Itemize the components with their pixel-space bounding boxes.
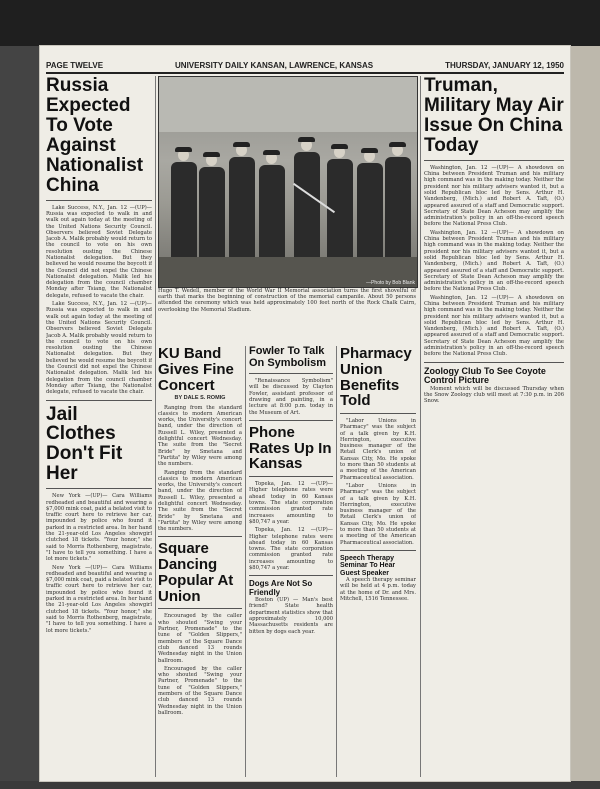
headline-square-dancing: Square Dancing Popular At Union (158, 540, 234, 605)
story-fowler-body: "Renaissance Symbolism" will be discussed by Clayton Fowler, assistant professor of drawing and painting, in a lecture at 8:00 p.m. today in the Museum of Art. (249, 378, 333, 416)
column-fowler (249, 346, 333, 776)
divider (340, 550, 416, 551)
photo-person (294, 152, 320, 257)
column-right (424, 76, 564, 776)
headline-phone-rates: Phone Rates Up In Kansas (249, 423, 332, 473)
photo-person (171, 162, 197, 257)
photo-caption: Hugo T. Wedell, member of the World War II Memorial association turns the first shovelful of earth that marks the beginning of construction of the memorial campanile. About 50 persons attended the ceremony which was held approximately 100 feet north of the Rock Chalk Cairn, overlooking the Memorial Stadium. (158, 288, 416, 313)
divider (249, 476, 333, 477)
photo-person (357, 163, 383, 257)
photo-credit: —Photo by Bob Blank (366, 280, 415, 286)
headline-jail-clothes: Jail Clothes Don't Fit Her (46, 403, 123, 485)
column-band (158, 346, 242, 776)
story-band-body: Ranging from the standard classics to modern American works, the University's concert band, under the direction of Russell L. Wiley, presented a delightful concert Wednesday. The suite from the "Secret Bride" by Smetana and "Partita" by Wiley were among the numbers. (158, 404, 242, 468)
photo-person (385, 157, 411, 257)
groundbreaking-photo (158, 76, 418, 288)
story-phone-body: Topeka, Jan. 12 —(UP)— Higher telephone rates were ahead today in 60 Kansas towns. The state corporation commission granted rate increases amounting to $80,747 a year. (249, 481, 333, 525)
column-left (46, 76, 152, 776)
story-russia-body: Lake Success, N.Y., Jan. 12 —(UP)— Russia was expected to walk in and walk out again today at the meeting of the United Nations Security Council. Observers believed Soviet Delegate Jacob A. Malik probably would return to the council to vote on his own resolution ousting the Chinese Nationalist delegation. But they believed he would resume the boycott if the Council did not expel the Chinese Nationalist delegation. Malik led his delegation from the council chamber Monday after Tsiang, the Nationalist delegate, refused to vacate the chair. (46, 204, 152, 299)
story-dance-body-filler: Encouraged by the caller who shouted "Swing your Partner, Promenade" to the tune of "Golden Slippers," members of the Square Dance club danced 13 rounds Wednesday night in the Union ballroom. (158, 665, 242, 716)
divider (158, 608, 242, 609)
divider (249, 373, 333, 374)
headline-pharmacy: Pharmacy Union Benefits Told (340, 346, 412, 410)
column-separator (155, 76, 156, 777)
divider (424, 160, 564, 161)
newspaper-page (40, 46, 570, 781)
photo-sky (159, 77, 417, 132)
photo-person (229, 157, 255, 257)
divider (158, 536, 242, 537)
scan-border-left (0, 46, 40, 789)
story-russia-body-filler: Lake Success, N.Y., Jan. 12 —(UP)— Russia was expected to walk in and walk out again today at the meeting of the United Nations Security Council. Observers believed Soviet Delegate Jacob A. Malik probably would return to the council to vote on his own resolution ousting the Chinese Nationalist delegation. But they believed he would resume the boycott if the Council did not expel the Chinese Nationalist delegation. Malik led his delegation from the council chamber Monday after Tsiang, the Nationalist delegate, refused to vacate the chair. (46, 301, 152, 396)
photo-person (199, 167, 225, 257)
photo-person (259, 165, 285, 257)
story-phone-body-filler: Topeka, Jan. 12 —(UP)— Higher telephone rates were ahead today in 60 Kansas towns. The state corporation commission granted rate increases amounting to $80,747 a year. (249, 527, 333, 571)
headline-russia: Russia Expected To Vote Against Nationalist China (46, 76, 144, 196)
story-speech-body: A speech therapy seminar will be held at 4 p.m. today at the home of Dr. and Mrs. Mitchell, 1516 Tennessee. (340, 576, 416, 602)
column-separator (245, 346, 246, 777)
headline-ku-band: KU Band Gives Fine Concert (158, 346, 234, 394)
headline-zoology: Zoology Club To See Coyote Control Picture (424, 365, 546, 386)
divider (46, 488, 152, 489)
story-jail-body: New York —(UP)— Cara Williams redheaded and beautiful and wearing a $7,000 mink coat, paid a belated visit to traffic court here to retrieve her car, impounded by police who found it parked in a restricted area. In her hand the 21-year-old Los Angeles showgirl clutched 18 tickets. "Your honor," she said to Morris Rothenberg, magistrate, "I have to tell you something. I have a lot more tickets." (46, 493, 152, 563)
page-number: PAGE TWELVE (46, 61, 104, 70)
story-pharmacy-body: "Labor Unions in Pharmacy" was the subject of a talk given by K.H. Herrington, executive business manager of the Retail Clerk's union of Kansas City, Mo. He spoke to more than 50 students at a meeting of the American Pharmaceutical association. (340, 418, 416, 481)
divider (424, 362, 564, 363)
column-separator (336, 346, 337, 777)
headline-speech-therapy: Speech Therapy Seminar To Hear Guest Speaker (340, 554, 396, 577)
divider (249, 575, 333, 576)
story-truman-body: Washington, Jan. 12 —(UP)— A showdown on China between President Truman and his military high command was in the making today. Neither the president nor his military advisers wanted it, but a solid Republican bloc led by Sens. Arthur H. Vandenberg, (Mich.) and Robert A. Taft, (O.) appeared assured of a staff and Democratic support. Secretary of State Dean Acheson may amplify the administration's policy in an off-the-record speech before the National Press Club. (424, 164, 564, 228)
paper-name: UNIVERSITY DAILY KANSAN, LAWRENCE, KANSAS (175, 61, 374, 70)
divider (46, 200, 152, 201)
divider (340, 413, 416, 414)
headline-truman: Truman, Military May Air Issue On China Today (424, 76, 564, 156)
byline: BY DALE S. ROMIG (174, 395, 226, 402)
column-pharmacy (340, 346, 416, 776)
story-pharmacy-body-filler: "Labor Unions in Pharmacy" was the subject of a talk given by K.H. Herrington, executive business manager of the Retail Clerk's union of Kansas City, Mo. He spoke to more than 50 students at a meeting of the American Pharmaceutical association. (340, 482, 416, 546)
divider (249, 420, 333, 421)
scan-border-top (0, 0, 600, 46)
headline-fowler: Fowler To Talk On Symbolism (249, 346, 327, 369)
masthead (46, 56, 564, 74)
story-truman-body-filler: Washington, Jan. 12 —(UP)— A showdown on China between President Truman and his military high command was in the making today. Neither the president nor his military advisers wanted it, but a solid Republican bloc led by Sens. Arthur H. Vandenberg, (Mich.) and Robert A. Taft, (O.) appeared assured of a staff and Democratic support. Secretary of State Dean Acheson may amplify the administration's policy in an off-the-record speech before the National Press Club. (424, 294, 564, 358)
column-separator (420, 76, 421, 777)
headline-dogs: Dogs Are Not So Friendly (249, 579, 313, 597)
scan-border-bottom (0, 781, 600, 789)
story-dance-body: Encouraged by the caller who shouted "Swing your Partner, Promenade" to the tune of "Golden Slippers," members of the Square Dance club danced 13 rounds Wednesday night in the Union ballroom. (158, 613, 242, 664)
story-dogs-body: Boston (UP) — Man's best friend? State health department statistics show that approximately 10,000 Massachusetts residents are bitten by dogs each year. (249, 597, 333, 635)
divider (46, 400, 152, 401)
scan-border-right (570, 46, 600, 789)
story-zoology-body: Moment which will be discussed Thursday when the Snow Zoology club will meet at 7:30 p.m. in 206 Snow. (424, 385, 564, 405)
issue-date: THURSDAY, JANUARY 12, 1950 (445, 61, 564, 70)
story-jail-body-filler: New York —(UP)— Cara Williams redheaded and beautiful and wearing a $7,000 mink coat, paid a belated visit to traffic court here to retrieve her car, impounded by police who found it parked in a restricted area. In her hand the 21-year-old Los Angeles showgirl clutched 18 tickets. "Your honor," she said to Morris Rothenberg, magistrate, "I have to tell you something. I have a lot more tickets." (46, 564, 152, 634)
story-truman-body-filler: Washington, Jan. 12 —(UP)— A showdown on China between President Truman and his military high command was in the making today. Neither the president nor his military advisers wanted it, but a solid Republican bloc led by Sens. Arthur H. Vandenberg, (Mich.) and Robert A. Taft, (O.) appeared assured of a staff and Democratic support. Secretary of State Dean Acheson may amplify the administration's policy in an off-the-record speech before the National Press Club. (424, 229, 564, 293)
story-band-body-filler: Ranging from the standard classics to modern American works, the University's concert band, under the direction of Russell L. Wiley, presented a delightful concert Wednesday. The suite from the "Secret Bride" by Smetana and "Partita" by Wiley were among the numbers. (158, 469, 242, 533)
